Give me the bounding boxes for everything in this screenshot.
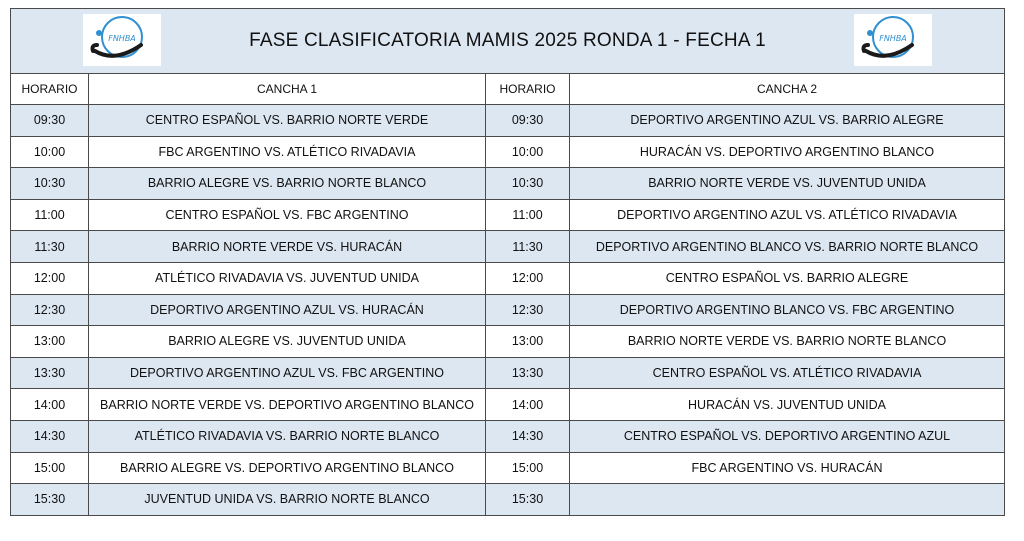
- match-cell-court1: CENTRO ESPAÑOL VS. FBC ARGENTINO: [89, 199, 486, 231]
- table-row: [11, 389, 1005, 421]
- time-cell-court1: 13:00: [11, 326, 89, 358]
- header-row: [11, 74, 1005, 105]
- logo-text: FNHBA: [879, 34, 907, 43]
- table-row: [11, 452, 1005, 484]
- match-cell-court2: HURACÁN VS. DEPORTIVO ARGENTINO BLANCO: [570, 136, 1005, 168]
- time-cell-court2: 13:00: [486, 326, 570, 358]
- title-cell: [11, 9, 1005, 74]
- match-cell-court2: BARRIO NORTE VERDE VS. JUVENTUD UNIDA: [570, 168, 1005, 200]
- time-cell-court1: 09:30: [11, 105, 89, 137]
- table-row: [11, 136, 1005, 168]
- match-cell-court1: BARRIO NORTE VERDE VS. HURACÁN: [89, 231, 486, 263]
- match-cell-court2: CENTRO ESPAÑOL VS. DEPORTIVO ARGENTINO AZUL: [570, 420, 1005, 452]
- table-row: [11, 105, 1005, 137]
- time-cell-court1: 15:30: [11, 484, 89, 516]
- match-cell-court2: BARRIO NORTE VERDE VS. BARRIO NORTE BLANCO: [570, 326, 1005, 358]
- match-cell-court1: BARRIO ALEGRE VS. DEPORTIVO ARGENTINO BLANCO: [89, 452, 486, 484]
- match-cell-court2: CENTRO ESPAÑOL VS. BARRIO ALEGRE: [570, 262, 1005, 294]
- match-cell-court1: CENTRO ESPAÑOL VS. BARRIO NORTE VERDE: [89, 105, 486, 137]
- time-cell-court2: 10:00: [486, 136, 570, 168]
- fnhba-logo-left: [83, 14, 161, 66]
- time-cell-court1: 11:00: [11, 199, 89, 231]
- match-cell-court2: FBC ARGENTINO VS. HURACÁN: [570, 452, 1005, 484]
- time-cell-court2: 11:30: [486, 231, 570, 263]
- time-cell-court1: 10:00: [11, 136, 89, 168]
- time-cell-court1: 15:00: [11, 452, 89, 484]
- time-cell-court1: 12:00: [11, 262, 89, 294]
- time-cell-court2: 15:30: [486, 484, 570, 516]
- header-time-court2: HORARIO: [486, 74, 570, 105]
- table-row: [11, 326, 1005, 358]
- time-cell-court2: 14:30: [486, 420, 570, 452]
- match-cell-court2: DEPORTIVO ARGENTINO BLANCO VS. BARRIO NORTE BLANCO: [570, 231, 1005, 263]
- match-cell-court2: [570, 484, 1005, 516]
- time-cell-court2: 10:30: [486, 168, 570, 200]
- time-cell-court2: 13:30: [486, 357, 570, 389]
- table-row: [11, 168, 1005, 200]
- time-cell-court1: 14:00: [11, 389, 89, 421]
- time-cell-court1: 11:30: [11, 231, 89, 263]
- table-row: [11, 484, 1005, 516]
- time-cell-court2: 09:30: [486, 105, 570, 137]
- time-cell-court2: 12:30: [486, 294, 570, 326]
- match-cell-court1: BARRIO NORTE VERDE VS. DEPORTIVO ARGENTINO BLANCO: [89, 389, 486, 421]
- table-row: [11, 199, 1005, 231]
- match-cell-court2: DEPORTIVO ARGENTINO AZUL VS. ATLÉTICO RIVADAVIA: [570, 199, 1005, 231]
- match-cell-court2: HURACÁN VS. JUVENTUD UNIDA: [570, 389, 1005, 421]
- match-cell-court1: ATLÉTICO RIVADAVIA VS. BARRIO NORTE BLANCO: [89, 420, 486, 452]
- title-row: [11, 9, 1005, 74]
- time-cell-court2: 11:00: [486, 199, 570, 231]
- time-cell-court1: 14:30: [11, 420, 89, 452]
- fnhba-logo-right: [854, 14, 932, 66]
- match-cell-court1: JUVENTUD UNIDA VS. BARRIO NORTE BLANCO: [89, 484, 486, 516]
- table-row: [11, 231, 1005, 263]
- match-cell-court2: DEPORTIVO ARGENTINO AZUL VS. BARRIO ALEGRE: [570, 105, 1005, 137]
- logo-text: FNHBA: [108, 34, 136, 43]
- hockey-logo-icon: [856, 15, 930, 65]
- match-cell-court1: BARRIO ALEGRE VS. JUVENTUD UNIDA: [89, 326, 486, 358]
- schedule-table: [10, 8, 1005, 516]
- time-cell-court1: 10:30: [11, 168, 89, 200]
- match-cell-court2: CENTRO ESPAÑOL VS. ATLÉTICO RIVADAVIA: [570, 357, 1005, 389]
- match-cell-court1: FBC ARGENTINO VS. ATLÉTICO RIVADAVIA: [89, 136, 486, 168]
- match-cell-court1: ATLÉTICO RIVADAVIA VS. JUVENTUD UNIDA: [89, 262, 486, 294]
- time-cell-court1: 13:30: [11, 357, 89, 389]
- match-cell-court2: DEPORTIVO ARGENTINO BLANCO VS. FBC ARGENTINO: [570, 294, 1005, 326]
- page-title: FASE CLASIFICATORIA MAMIS 2025 RONDA 1 - FECHA 1: [249, 30, 766, 51]
- time-cell-court2: 15:00: [486, 452, 570, 484]
- table-row: [11, 262, 1005, 294]
- time-cell-court1: 12:30: [11, 294, 89, 326]
- header-time-court1: HORARIO: [11, 74, 89, 105]
- match-cell-court1: DEPORTIVO ARGENTINO AZUL VS. HURACÁN: [89, 294, 486, 326]
- table-row: [11, 357, 1005, 389]
- match-cell-court1: DEPORTIVO ARGENTINO AZUL VS. FBC ARGENTINO: [89, 357, 486, 389]
- hockey-logo-icon: [85, 15, 159, 65]
- table-row: [11, 294, 1005, 326]
- time-cell-court2: 14:00: [486, 389, 570, 421]
- header-court1: CANCHA 1: [89, 74, 486, 105]
- time-cell-court2: 12:00: [486, 262, 570, 294]
- table-row: [11, 420, 1005, 452]
- match-cell-court1: BARRIO ALEGRE VS. BARRIO NORTE BLANCO: [89, 168, 486, 200]
- header-court2: CANCHA 2: [570, 74, 1005, 105]
